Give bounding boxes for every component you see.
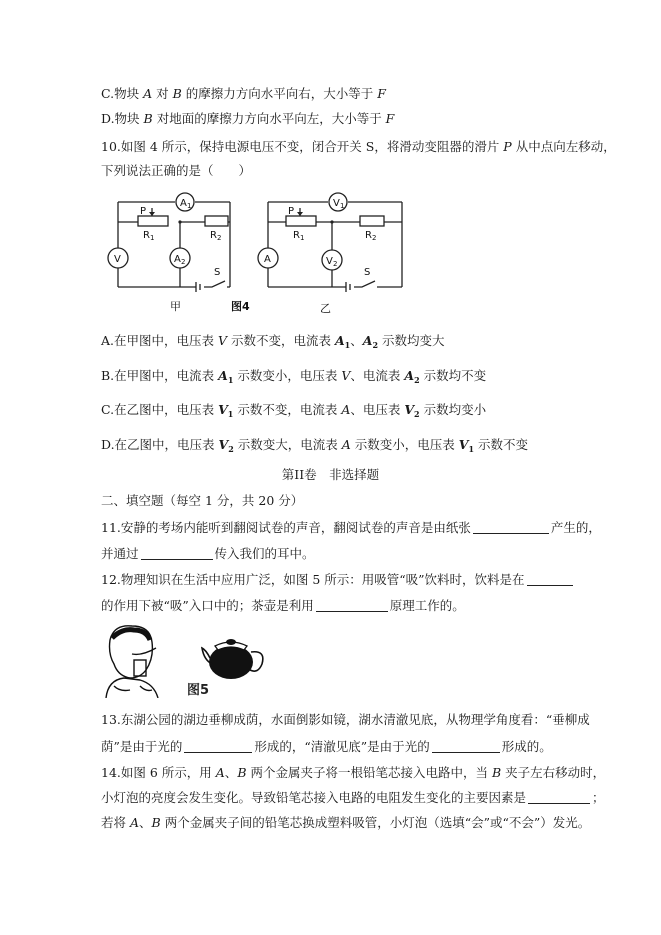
svg-text:A: A: [174, 254, 181, 265]
svg-text:图5: 图5: [187, 683, 210, 698]
q11-blank-1[interactable]: [473, 521, 549, 534]
section-subtitle: 二、填空题（每空 1 分，共 20 分）: [101, 493, 304, 508]
svg-text:1: 1: [187, 202, 192, 210]
svg-text:V: V: [114, 254, 121, 265]
person-drinking-illustration: [106, 626, 158, 698]
svg-text:R: R: [210, 230, 217, 241]
figure-5-drinking-and-teapot: [100, 620, 280, 698]
teapot-illustration: [202, 639, 263, 679]
q13-blank-1[interactable]: [184, 740, 252, 753]
svg-text:甲: 甲: [170, 300, 181, 313]
q12-line2: 的作用下被“吸”入口中的；茶壶是利用 原理工作的。: [101, 598, 465, 613]
q9-option-d: D.物块 B 对地面的摩擦力方向水平向左，大小等于 F: [101, 111, 395, 126]
q14-line1: 14.如图 6 所示，用 A、B 两个金属夹子将一根铅笔芯接入电路中，当 B 夹子左右移动时，: [101, 765, 606, 780]
svg-text:S: S: [364, 267, 371, 278]
q12-blank-2[interactable]: [316, 599, 388, 612]
svg-text:2: 2: [217, 234, 222, 242]
svg-text:2: 2: [181, 258, 186, 266]
svg-text:A: A: [180, 198, 187, 209]
q14-line2: 小灯泡的亮度会发生变化。导致铅笔芯接入电路的电阻发生变化的主要因素是 ；: [101, 790, 605, 805]
q14-line3: 若将 A、B 两个金属夹子间的铅笔芯换成塑料吸管，小灯泡（选填“会”或“不会”）发光。: [101, 815, 591, 830]
svg-text:R: R: [143, 230, 150, 241]
svg-text:P: P: [288, 206, 295, 217]
q13-line2: 荫”是由于光的 形成的，“清澈见底”是由于光的 形成的。: [101, 739, 552, 754]
q12-blank-1[interactable]: [527, 573, 573, 586]
svg-text:1: 1: [300, 234, 305, 242]
q11-line2: 并通过 传入我们的耳中。: [101, 546, 315, 561]
q11-blank-2[interactable]: [141, 547, 213, 560]
q10-stem-line1: 10.如图 4 所示，保持电源电压不变，闭合开关 S，将滑动变阻器的滑片 P 从中点向左移动，: [101, 139, 616, 154]
svg-text:V: V: [326, 256, 333, 267]
q9-option-c: C.物块 A 对 B 的摩擦力方向水平向右，大小等于 F: [101, 86, 386, 101]
q13-blank-2[interactable]: [432, 740, 500, 753]
svg-text:P: P: [140, 206, 147, 217]
q13-line1: 13.东湖公园的湖边垂柳成荫，水面倒影如镜，湖水清澈见底，从物理学角度看：“垂柳成: [101, 712, 590, 727]
q14-blank-1[interactable]: [528, 791, 590, 804]
svg-text:图4: 图4: [231, 300, 250, 313]
svg-text:A: A: [264, 254, 271, 265]
figure-4-circuits: [100, 188, 410, 318]
q10-stem-line2: 下列说法正确的是（ ）: [101, 163, 252, 178]
q10-option-c: C.在乙图中，电压表 $V_1$ 示数不变，电流表 A、电压表 $V_2$ 示数均变小: [101, 402, 487, 419]
q10-option-d: D.在乙图中，电压表 $V_2$ 示数变大，电流表 A 示数变小，电压表 $V_1$ 示数不变: [101, 437, 529, 454]
svg-text:S: S: [214, 267, 221, 278]
svg-text:2: 2: [372, 234, 377, 242]
svg-text:V: V: [333, 198, 340, 209]
svg-text:乙: 乙: [320, 302, 331, 315]
svg-text:2: 2: [333, 260, 338, 268]
svg-text:R: R: [365, 230, 372, 241]
svg-text:R: R: [293, 230, 300, 241]
svg-text:1: 1: [340, 202, 345, 210]
q11-line1: 11.安静的考场内能听到翻阅试卷的声音，翻阅试卷的声音是由纸张 产生的，: [101, 520, 601, 535]
svg-text:1: 1: [150, 234, 155, 242]
q10-option-a: A.在甲图中，电压表 V 示数不变，电流表 $A_1$、$A_2$ 示数均变大: [101, 333, 445, 350]
section-title: 第II卷 非选择题: [281, 467, 380, 482]
q12-line1: 12.物理知识在生活中应用广泛，如图 5 所示：用吸管“吸”饮料时，饮料是在: [101, 572, 575, 588]
q10-option-b: B.在甲图中，电流表 $A_1$ 示数变小，电压表 V、电流表 $A_2$ 示数均不变: [101, 368, 487, 385]
